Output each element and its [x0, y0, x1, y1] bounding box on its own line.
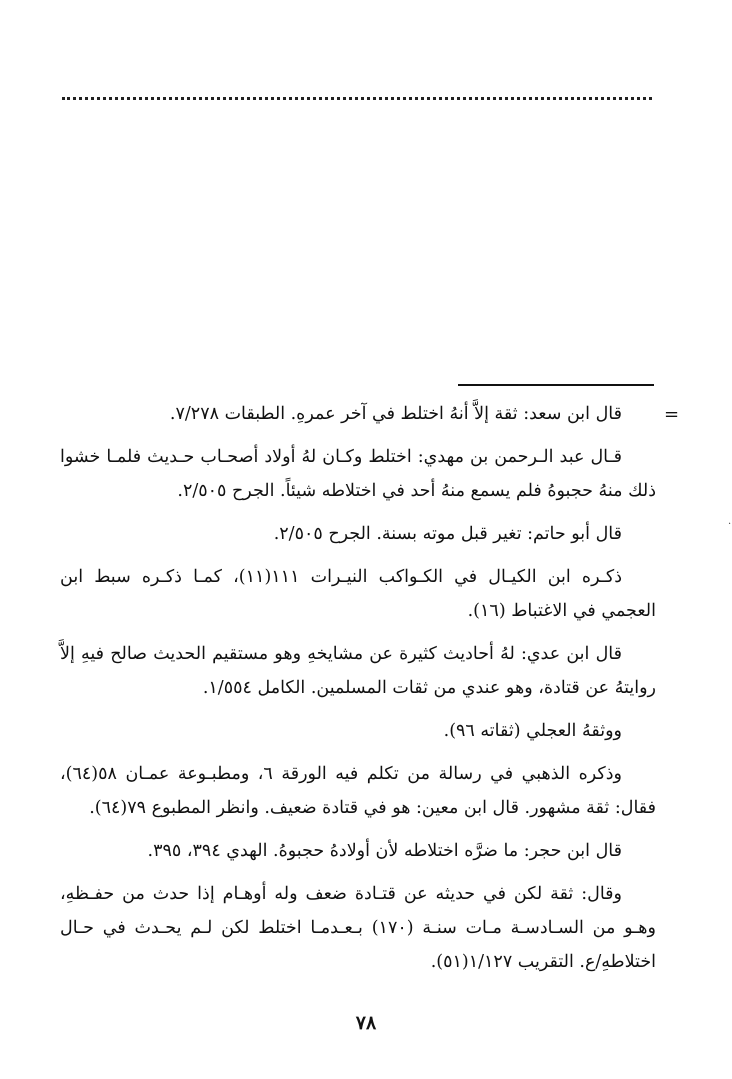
- footnote-ibn-saad: قال ابن سعد: ثقة إلاَّ أنهُ اختلط في آخر عمرهِ. الطبقات ٧/٢٧٨.: [169, 404, 622, 424]
- margin-mark: .: [728, 516, 732, 527]
- dotted-separator: [62, 97, 652, 100]
- footnote-abdulrahman-ibn-mahdi: قـال عبد الـرحمن بن مهدي: اختلط وكـان لهُ أولاد أصحـاب حـديث فلمـا خشوا ذلك منهُ حجبوهُ فلم يسمع منهُ أحد في اختلاطه شيئاً. الجرح ٢/٥٠٥.: [60, 447, 656, 501]
- footnote-ibn-al-kayyal: ذكـره ابن الكيـال في الكـواكب النيـرات ١١١(١١)، كمـا ذكـره سبط ابن العجمي في الاغتباط (١٦).: [60, 567, 656, 621]
- footnote-al-ijli: ووثقهُ العجلي (ثقاته ٩٦).: [443, 721, 622, 741]
- footnote-abu-hatim: قال أبو حاتم: تغير قبل موته بسنة. الجرح ٢/٥٠٥.: [273, 524, 622, 544]
- footnote-taqrib: وقال: ثقة لكن في حديثه عن قتـادة ضعف وله أوهـام إذا حدث من حفـظهِ، وهـو من السـادسـة مـات سنـة (١٧٠) بـعـدمـا اختلط لكن لـم يحـدث في حـال اختلاطهِ/ع. التقريب ١/١٢٧(٥١).: [60, 884, 656, 972]
- footnote-ibn-adi: قال ابن عدي: لهُ أحاديث كثيرة عن مشايخهِ وهو مستقيم الحديث صالح فيهِ إلاَّ روايتهُ عن قتادة، وهو عندي من ثقات المسلمين. الكامل ١/٥٥٤.: [60, 644, 656, 698]
- footnote-ibn-hajar: قال ابن حجر: ما ضرَّه اختلاطه لأن أولادهُ حجبوهُ. الهدي ٣٩٤، ٣٩٥.: [147, 841, 622, 861]
- footnotes: [60, 397, 656, 988]
- footnote-separator: [458, 384, 654, 386]
- footnote-al-dhahabi: وذكره الذهبي في رسالة من تكلم فيه الورقة ٦، ومطبـوعة عمـان ٥٨(٦٤)، فقال: ثقة مشهور. قال ابن معين: هو في قتادة ضعيف. وانظر المطبوع ٧٩(٦٤).: [60, 764, 656, 818]
- continuation-mark: =: [664, 404, 680, 425]
- page-number: ٧٨: [355, 1012, 377, 1034]
